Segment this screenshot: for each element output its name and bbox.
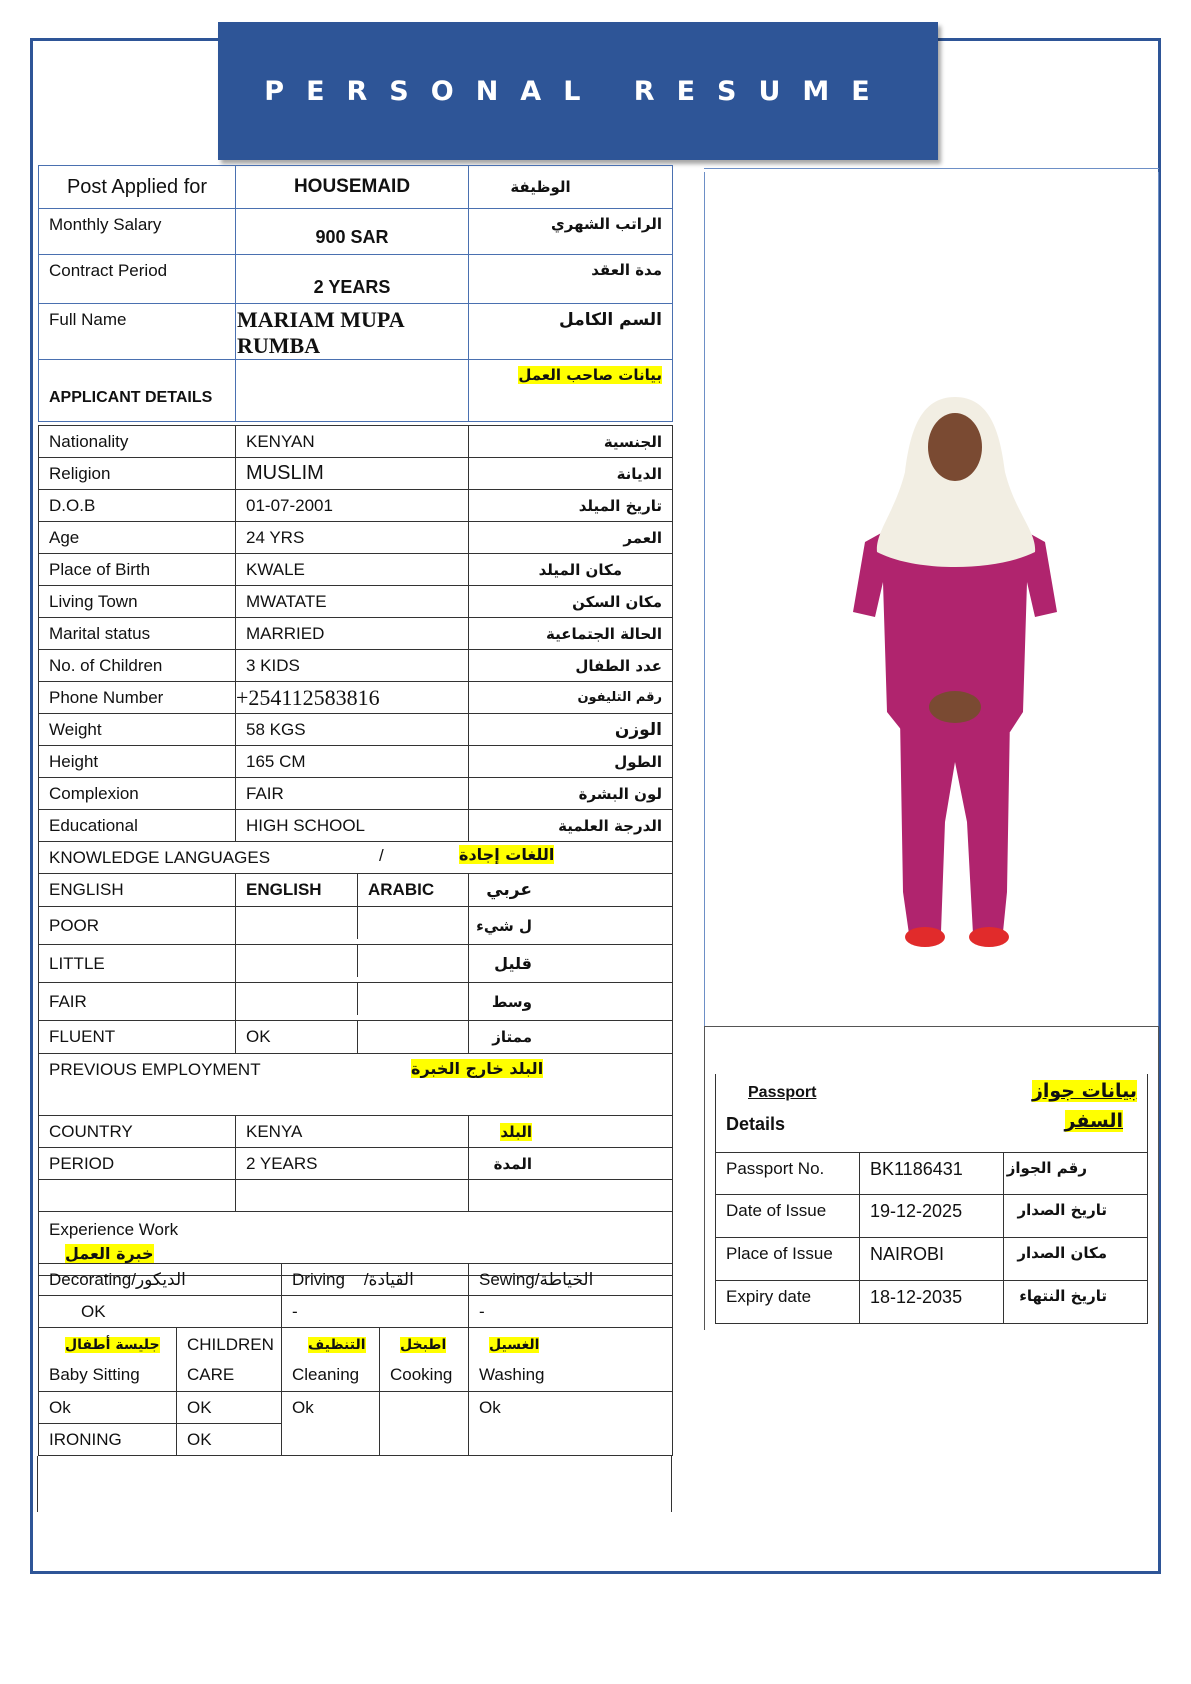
passport-ar: تاريخ الصدار — [1004, 1194, 1148, 1237]
passport-value: 18-12-2035 — [860, 1280, 1004, 1323]
page-title: PERSONAL RESUME — [264, 75, 892, 107]
detail-row — [39, 458, 673, 490]
lang-label: LITTLE — [39, 945, 236, 983]
detail-value: MWATATE — [236, 586, 469, 618]
detail-ar: عدد الطفال — [469, 650, 673, 682]
skills-top-values-row — [39, 1296, 673, 1328]
employment-value-cell — [236, 1116, 469, 1148]
detail-value: 165 CM — [236, 746, 469, 778]
detail-row — [39, 746, 673, 778]
contract-ar: مدة العقد — [469, 255, 673, 304]
passport-label: Place of Issue — [716, 1237, 860, 1280]
skill-cleaning-label: Cleaning — [292, 1365, 360, 1384]
applicant-ar-cell — [469, 360, 673, 422]
photo-top-rule — [704, 168, 1159, 169]
languages-table — [38, 841, 673, 1276]
passport-title-row — [716, 1074, 1148, 1152]
detail-row — [39, 714, 673, 746]
detail-ar: الوزن — [469, 714, 673, 746]
detail-row — [39, 778, 673, 810]
employment-title: PREVIOUS EMPLOYMENT — [49, 1060, 261, 1079]
lang-ar: ممتاز — [469, 1021, 673, 1054]
languages-title: KNOWLEDGE LANGUAGES — [49, 847, 271, 867]
detail-value: HIGH SCHOOL — [236, 810, 469, 842]
detail-row — [39, 426, 673, 458]
skill-cooking-label: Cooking — [390, 1365, 453, 1384]
passport-title-ar-l1-wrap — [1032, 1080, 1137, 1102]
lang-values — [236, 983, 469, 1021]
lang-english-value — [236, 945, 358, 977]
post-value: HOUSEMAID — [236, 166, 469, 209]
lang-values — [236, 945, 469, 983]
lang-row — [39, 1021, 673, 1054]
post-ar: الوظيفة — [469, 166, 673, 209]
detail-label: D.O.B — [39, 490, 236, 522]
lang-english-value — [236, 983, 358, 1015]
detail-row — [39, 586, 673, 618]
skill-babysitting-value: Ok — [39, 1392, 177, 1424]
passport-value: BK1186431 — [860, 1152, 1004, 1194]
detail-value: 3 KIDS — [236, 650, 469, 682]
employment-blank-row — [39, 1180, 673, 1212]
detail-value: MUSLIM — [236, 458, 469, 490]
lang-ar: وسط — [469, 983, 673, 1021]
photo-frame — [704, 172, 1159, 1027]
passport-label: Expiry date — [716, 1280, 860, 1323]
detail-ar: الحالة الجتماعية — [469, 618, 673, 650]
passport-value: 19-12-2025 — [860, 1194, 1004, 1237]
skill-childcare-value: OK — [177, 1392, 282, 1424]
skill-sewing-ar: الخياطة — [539, 1269, 594, 1290]
applicant-ar: بيانات صاحب العمل — [518, 366, 662, 384]
skill-sewing-label: Sewing/ — [479, 1269, 540, 1289]
lang-english-value — [236, 907, 358, 939]
row-applicant — [39, 360, 673, 422]
skill-sewing — [469, 1264, 673, 1296]
detail-value: 24 YRS — [236, 522, 469, 554]
detail-row — [39, 810, 673, 842]
passport-title-l2: Details — [726, 1114, 786, 1134]
skills-row — [39, 1328, 673, 1392]
employment-title-ar: البلد خارج الخبرة — [411, 1059, 544, 1078]
lang-values — [236, 907, 469, 945]
skills-table — [38, 1263, 673, 1456]
detail-label: Marital status — [39, 618, 236, 650]
skill-cleaning-ar: التنظيف — [308, 1337, 366, 1353]
languages-slash: / — [379, 846, 384, 865]
row-fullname — [39, 304, 673, 360]
passport-row — [716, 1194, 1148, 1237]
detail-label: Age — [39, 522, 236, 554]
skill-childcare-label: CARE — [187, 1364, 235, 1384]
detail-label: Weight — [39, 714, 236, 746]
title-banner — [218, 22, 938, 160]
passport-row — [716, 1237, 1148, 1280]
photo-caption-box — [704, 1026, 1159, 1074]
right-rule — [671, 1456, 672, 1512]
skill-babysitting-label: Baby Sitting — [49, 1365, 140, 1384]
lang-ar: قليل — [469, 945, 673, 983]
passport-title-cell — [716, 1074, 1148, 1152]
employment-value: 2 YEARS — [236, 1148, 469, 1180]
salary-ar: الراتب الشهري — [469, 209, 673, 255]
employment-ar: البلد — [500, 1122, 532, 1141]
detail-ar: الطول — [469, 746, 673, 778]
employment-ar: المدة — [469, 1148, 673, 1180]
skill-driving — [282, 1264, 469, 1296]
skill-washing — [469, 1328, 673, 1392]
detail-row — [39, 522, 673, 554]
passport-table — [715, 1074, 1148, 1324]
passport-title-l1: Passport — [748, 1084, 817, 1101]
employment-label: COUNTRY — [39, 1116, 236, 1148]
skills-top-row — [39, 1264, 673, 1296]
lang-row — [39, 945, 673, 983]
detail-ar: مكان السكن — [469, 586, 673, 618]
passport-label: Passport No. — [716, 1152, 860, 1194]
blank-cell — [236, 1180, 469, 1212]
languages-title-ar: اللغات إجادة — [459, 845, 555, 864]
row-salary — [39, 209, 673, 255]
skill-driving-ar: القيادة — [368, 1269, 414, 1290]
employment-row — [39, 1148, 673, 1180]
detail-value: FAIR — [236, 778, 469, 810]
languages-head-row — [39, 874, 673, 907]
employment-title-cell — [39, 1054, 673, 1116]
lang-ar: ل شيء — [469, 907, 673, 945]
detail-value: MARRIED — [236, 618, 469, 650]
detail-value: KWALE — [236, 554, 469, 586]
skill-washing-value: Ok — [469, 1392, 673, 1456]
passport-value: NAIROBI — [860, 1237, 1004, 1280]
detail-value: 01-07-2001 — [236, 490, 469, 522]
detail-row — [39, 682, 673, 714]
skill-cleaning — [282, 1328, 380, 1392]
passport-title-ar-l2-wrap — [1065, 1110, 1123, 1132]
row-contract — [39, 255, 673, 304]
detail-ar: الجنسية — [469, 426, 673, 458]
lang-english-value: OK — [236, 1021, 358, 1053]
detail-ar: مكان الميلد — [469, 554, 673, 586]
employment-title-row — [39, 1054, 673, 1116]
skill-childcare-label-l1: CHILDREN — [187, 1334, 274, 1354]
lang-label: FLUENT — [39, 1021, 236, 1054]
passport-title-ar-l1: بيانات جواز — [1031, 1080, 1137, 1102]
lang-values — [236, 1021, 469, 1054]
detail-value: KENYAN — [236, 426, 469, 458]
lang-label: FAIR — [39, 983, 236, 1021]
skill-washing-ar: الغسيل — [489, 1337, 540, 1353]
skill-driving-value: - — [282, 1296, 469, 1328]
skill-decorating-ar: الديكور — [135, 1269, 186, 1290]
detail-row — [39, 554, 673, 586]
skill-decorating — [39, 1264, 282, 1296]
skill-sewing-value: - — [469, 1296, 673, 1328]
lang-row — [39, 907, 673, 945]
skill-cooking-ar: اطبخل — [400, 1337, 447, 1353]
detail-row — [39, 490, 673, 522]
skill-childcare — [177, 1328, 282, 1392]
detail-ar: العمر — [469, 522, 673, 554]
detail-row — [39, 618, 673, 650]
fullname-value: MARIAM MUPA RUMBA — [236, 304, 469, 360]
salary-label: Monthly Salary — [39, 209, 236, 255]
skill-babysitting — [39, 1328, 177, 1392]
passport-row — [716, 1280, 1148, 1323]
skill-driving-slash: / — [363, 1269, 369, 1289]
fullname-label: Full Name — [39, 304, 236, 360]
detail-label: Complexion — [39, 778, 236, 810]
employment-row — [39, 1116, 673, 1148]
languages-title-row — [39, 842, 673, 874]
detail-value: +254112583816 — [236, 682, 469, 714]
ironing-label: IRONING — [39, 1424, 177, 1456]
skill-washing-label: Washing — [479, 1365, 545, 1384]
detail-ar: تاريخ الميلد — [469, 490, 673, 522]
fullname-ar: السم الكامل — [469, 304, 673, 360]
employment-label: PERIOD — [39, 1148, 236, 1180]
lang-head-cell — [236, 874, 469, 907]
detail-ar: الديانة — [469, 458, 673, 490]
detail-label: Living Town — [39, 586, 236, 618]
skill-driving-label: Driving — [292, 1269, 345, 1289]
detail-ar: الدرجة العلمية — [469, 810, 673, 842]
passport-ar: رقم الجواز — [1004, 1152, 1148, 1194]
detail-label: No. of Children — [39, 650, 236, 682]
employment-ar-cell — [469, 1116, 673, 1148]
blank-cell — [469, 1180, 673, 1212]
applicant-photo — [705, 172, 1158, 1027]
lang-head-arabic: ARABIC — [368, 880, 435, 899]
applicant-label: APPLICANT DETAILS — [39, 360, 236, 422]
contract-value: 2 YEARS — [236, 255, 469, 304]
skill-babysitting-ar: جليسة أطفال — [65, 1337, 160, 1353]
detail-label: Religion — [39, 458, 236, 490]
skill-decorating-value: OK — [39, 1296, 282, 1328]
detail-ar: رقم التليفون — [469, 682, 673, 714]
blank-cell — [39, 1180, 236, 1212]
detail-value: 58 KGS — [236, 714, 469, 746]
detail-label: Place of Birth — [39, 554, 236, 586]
passport-title-ar-l2: السفر — [1064, 1110, 1123, 1132]
passport-ar: تاريخ النتهاء — [1004, 1280, 1148, 1323]
contract-label: Contract Period — [39, 255, 236, 304]
skill-cooking-value — [380, 1392, 469, 1456]
experience-title-ar: خبرة العمل — [65, 1244, 154, 1263]
passport-label: Date of Issue — [716, 1194, 860, 1237]
applicant-value — [236, 360, 469, 422]
lang-head-ar: عربي — [469, 874, 673, 907]
detail-label: Phone Number — [39, 682, 236, 714]
post-label: Post Applied for — [39, 166, 236, 209]
detail-row — [39, 650, 673, 682]
ironing-value: OK — [177, 1424, 282, 1456]
detail-ar: لون البشرة — [469, 778, 673, 810]
lang-head-english: ENGLISH — [236, 874, 358, 906]
skill-cooking — [380, 1328, 469, 1392]
lang-label: POOR — [39, 907, 236, 945]
detail-label: Nationality — [39, 426, 236, 458]
salary-value: 900 SAR — [236, 209, 469, 255]
details-table — [38, 425, 673, 842]
passport-row — [716, 1152, 1148, 1194]
skills-values-row — [39, 1392, 673, 1424]
languages-title-cell — [39, 842, 673, 874]
header-table — [38, 165, 673, 422]
lang-head-label: ENGLISH — [39, 874, 236, 907]
row-post — [39, 166, 673, 209]
employment-value: KENYA — [246, 1121, 303, 1141]
experience-title: Experience Work — [49, 1220, 179, 1239]
lang-row — [39, 983, 673, 1021]
detail-label: Height — [39, 746, 236, 778]
passport-ar: مكان الصدار — [1004, 1237, 1148, 1280]
left-rule — [37, 1456, 38, 1512]
detail-label: Educational — [39, 810, 236, 842]
skill-decorating-label: Decorating/ — [49, 1269, 136, 1289]
skill-cleaning-value: Ok — [282, 1392, 380, 1456]
